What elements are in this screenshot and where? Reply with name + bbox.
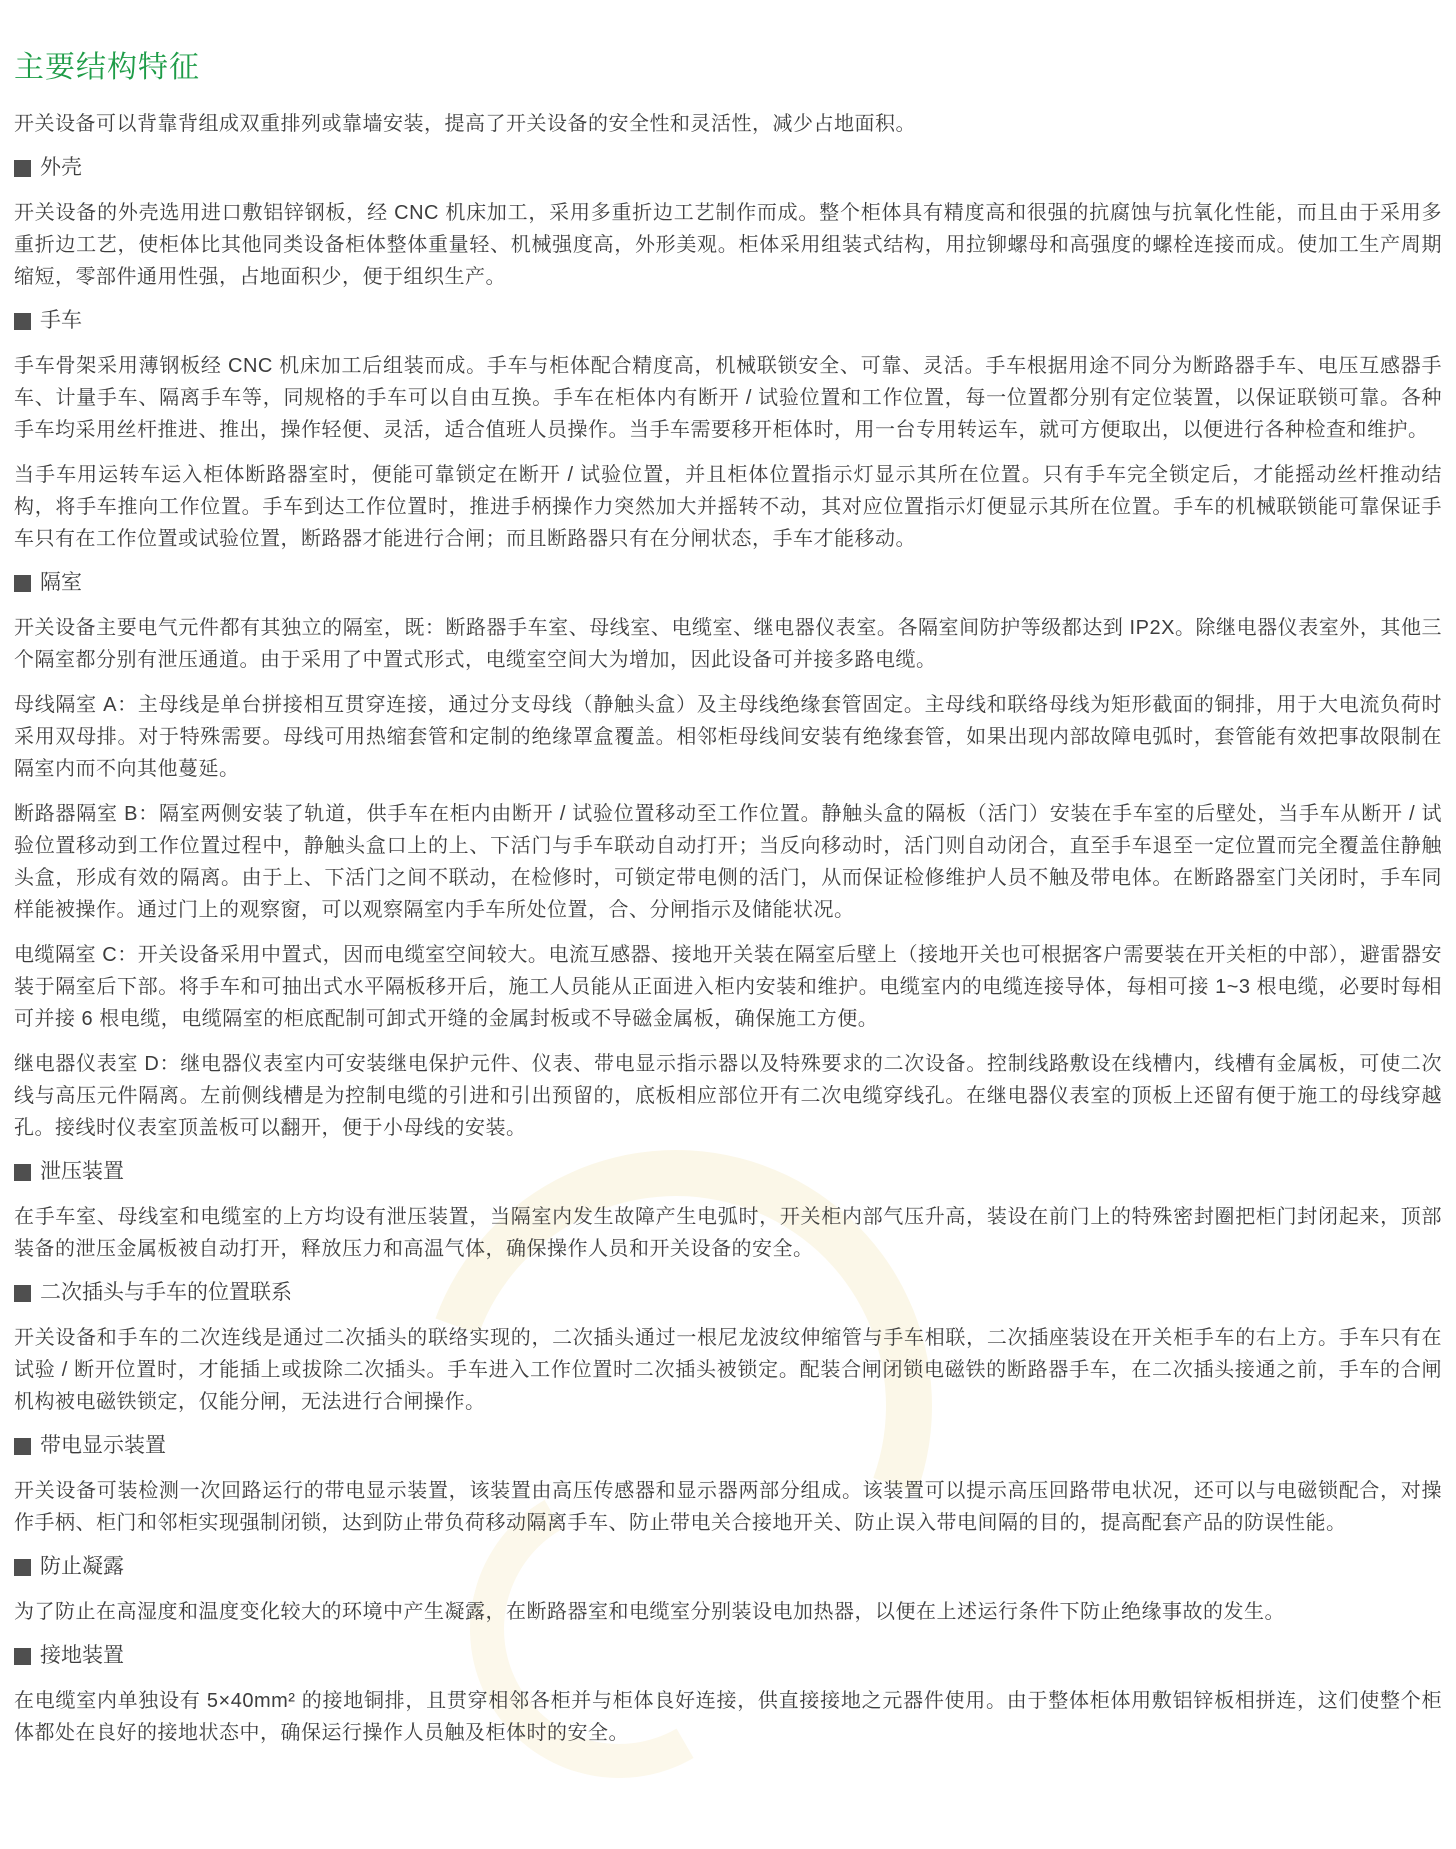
body-paragraph: 手车骨架采用薄钢板经 CNC 机床加工后组装而成。手车与柜体配合精度高，机械联锁安全、可靠、灵活。手车根据用途不同分为断路器手车、电压互感器手车、计量手车、隔离手车等，同规格的手车可以自由互换。手车在柜体内有断开 / 试验位置和工作位置，每一位置都分别有定位装置，以保证联锁可靠。各种手车均采用丝杆推进、推出，操作轻便、灵活，适合值班人员操作。当手车需要移开柜体时，用一台专用转运车，就可方便取出，以便进行各种检查和维护。 [14,355,1442,441]
section-heading-label: 手车 [40,309,82,332]
body-paragraph: 开关设备主要电气元件都有其独立的隔室，既：断路器手车室、母线室、电缆室、继电器仪表室。各隔室间防护等级都达到 IP2X。除继电器仪表室外，其他三个隔室都分别有泄压通道。由于采用了中置式形式，电缆室空间大为增加，因此设备可并接多路电缆。 [14,617,1442,671]
body-paragraph: 开关设备的外壳选用进口敷铝锌钢板，经 CNC 机床加工，采用多重折边工艺制作而成。整个柜体具有精度高和很强的抗腐蚀与抗氧化性能，而且由于采用多重折边工艺，使柜体比其他同类设备柜体整体重量轻、机械强度高，外形美观。柜体采用组装式结构，用拉铆螺母和高强度的螺栓连接而成。使加工生产周期缩短，零部件通用性强，占地面积少，便于组织生产。 [14,202,1442,288]
section-heading-label: 隔室 [40,571,82,594]
body-paragraph: 为了防止在高湿度和温度变化较大的环境中产生凝露，在断路器室和电缆室分别装设电加热器，以便在上述运行条件下防止绝缘事故的发生。 [14,1601,1285,1623]
section-heading [14,568,1442,598]
section-heading [14,1278,1442,1308]
body-paragraph: 开关设备和手车的二次连线是通过二次插头的联络实现的，二次插头通过一根尼龙波纹伸缩管与手车相联，二次插座装设在开关柜手车的右上方。手车只有在试验 / 断开位置时，才能插上或拔除二次插头。手车进入工作位置时二次插头被锁定。配装合闸闭锁电磁铁的断路器手车，在二次插头接通之前，手车的合闸机构被电磁铁锁定，仅能分闸，无法进行合闸操作。 [14,1327,1442,1413]
body-paragraph: 继电器仪表室 D：继电器仪表室内可安装继电保护元件、仪表、带电显示指示器以及特殊要求的二次设备。控制线路敷设在线槽内，线槽有金属板，可使二次线与高压元件隔离。左前侧线槽是为控制电缆的引进和引出预留的，底板相应部位开有二次电缆穿线孔。在继电器仪表室的顶板上还留有便于施工的母线穿越孔。接线时仪表室顶盖板可以翻开，便于小母线的安装。 [14,1053,1442,1139]
intro-paragraph: 开关设备可以背靠背组成双重排列或靠墙安装，提高了开关设备的安全性和灵活性，减少占地面积。 [14,113,916,135]
square-bullet-icon [14,1164,31,1181]
body-paragraph: 电缆隔室 C：开关设备采用中置式，因而电缆室空间较大。电流互感器、接地开关装在隔室后壁上（接地开关也可根据客户需要装在开关柜的中部），避雷器安装于隔室后下部。将手车和可抽出式水平隔板移开后，施工人员能从正面进入柜内安装和维护。电缆室内的电缆连接导体，每相可接 1~3 根电缆，必要时每相可并接 6 根电缆，电缆隔室的柜底配制可卸式开缝的金属封板或不导磁金属板，确保施工方便。 [14,944,1442,1030]
sections-container [14,153,1442,1749]
section-heading-label: 外壳 [40,156,82,179]
body-paragraph: 开关设备可装检测一次回路运行的带电显示装置，该装置由高压传感器和显示器两部分组成。该装置可以提示高压回路带电状况，还可以与电磁锁配合，对操作手柄、柜门和邻柜实现强制闭锁，达到防止带负荷移动隔离手车、防止带电关合接地开关、防止误入带电间隔的目的，提高配套产品的防误性能。 [14,1480,1442,1534]
body-paragraph: 在手车室、母线室和电缆室的上方均设有泄压装置，当隔室内发生故障产生电弧时，开关柜内部气压升高，装设在前门上的特殊密封圈把柜门封闭起来，顶部装备的泄压金属板被自动打开，释放压力和高温气体，确保操作人员和开关设备的安全。 [14,1206,1442,1260]
body-paragraph: 当手车用运转车运入柜体断路器室时，便能可靠锁定在断开 / 试验位置，并且柜体位置指示灯显示其所在位置。只有手车完全锁定后，才能摇动丝杆推动结构，将手车推向工作位置。手车到达工作位置时，推进手柄操作力突然加大并摇转不动，其对应位置指示灯便显示其所在位置。手车的机械联锁能可靠保证手车只有在工作位置或试验位置，断路器才能进行合闸；而且断路器只有在分闸状态，手车才能移动。 [14,464,1442,550]
square-bullet-icon [14,313,31,330]
section-heading [14,1431,1442,1461]
section-heading-label: 接地装置 [40,1644,124,1667]
body-paragraph: 断路器隔室 B：隔室两侧安装了轨道，供手车在柜内由断开 / 试验位置移动至工作位置。静触头盒的隔板（活门）安装在手车室的后壁处，当手车从断开 / 试验位置移动到工作位置过程中，静触头盒口上的上、下活门与手车联动自动打开；当反向移动时，活门则自动闭合，直至手车退至一定位置而完全覆盖住静触头盒，形成有效的隔离。由于上、下活门之间不联动，在检修时，可锁定带电侧的活门，从而保证检修维护人员不触及带电体。在断路器室门关闭时，手车同样能被操作。通过门上的观察窗，可以观察隔室内手车所处位置，合、分闸指示及储能状况。 [14,803,1442,921]
section-heading-label: 防止凝露 [40,1555,124,1578]
section-heading-label: 泄压装置 [40,1160,124,1183]
section-heading-label: 带电显示装置 [40,1434,166,1457]
section-heading [14,306,1442,336]
body-paragraph: 母线隔室 A：主母线是单台拼接相互贯穿连接，通过分支母线（静触头盒）及主母线绝缘套管固定。主母线和联络母线为矩形截面的铜排，用于大电流负荷时采用双母排。对于特殊需要。母线可用热缩套管和定制的绝缘罩盒覆盖。相邻柜母线间安装有绝缘套管，如果出现内部故障电弧时，套管能有效把事故限制在隔室内而不向其他蔓延。 [14,694,1442,780]
square-bullet-icon [14,1559,31,1576]
section-heading [14,1157,1442,1187]
section-heading-label: 二次插头与手车的位置联系 [40,1281,292,1304]
square-bullet-icon [14,1285,31,1302]
square-bullet-icon [14,1648,31,1665]
square-bullet-icon [14,575,31,592]
section-heading [14,1552,1442,1582]
section-heading [14,1641,1442,1671]
square-bullet-icon [14,1438,31,1455]
square-bullet-icon [14,160,31,177]
section-heading [14,153,1442,183]
body-paragraph: 在电缆室内单独设有 5×40mm² 的接地铜排，且贯穿相邻各柜并与柜体良好连接，供直接接地之元器件使用。由于整体柜体用敷铝锌板相拼连，这们使整个柜体都处在良好的接地状态中，确保运行操作人员触及柜体时的安全。 [14,1690,1442,1744]
page-title: 主要结构特征 [14,51,200,84]
